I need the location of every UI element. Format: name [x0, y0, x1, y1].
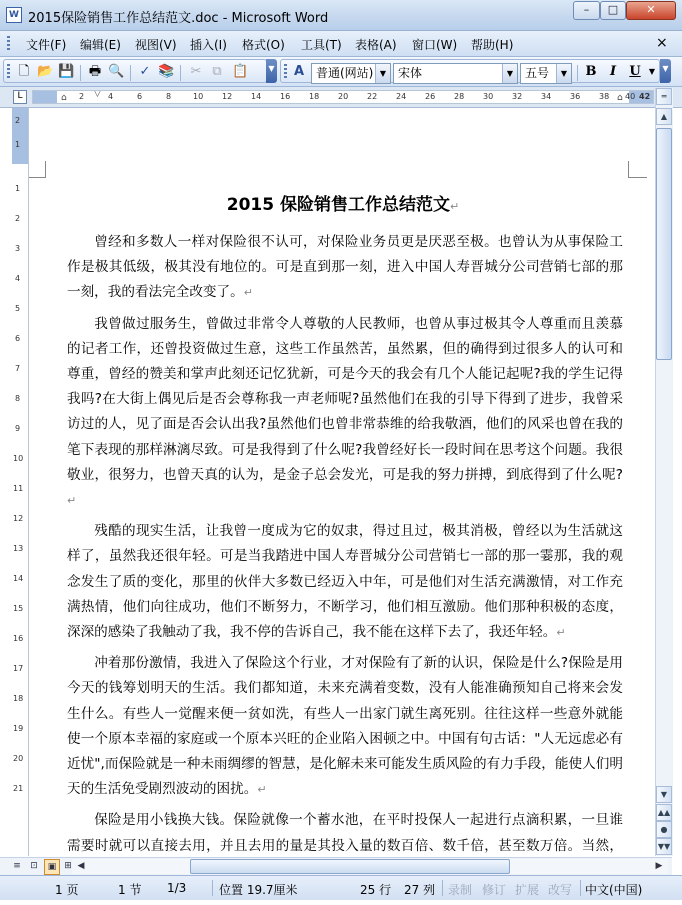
- toolbar-separator: [180, 65, 181, 81]
- document-title-text: 2015 保险销售工作总结范文: [226, 195, 450, 215]
- status-track-changes[interactable]: 修订: [482, 883, 507, 897]
- toolbar-separator: [130, 65, 131, 81]
- menu-edit[interactable]: 编辑(E): [80, 38, 121, 52]
- status-section[interactable]: 1 节: [118, 883, 142, 897]
- bold-button[interactable]: B: [585, 64, 597, 79]
- menu-file[interactable]: 文件(F): [26, 38, 67, 52]
- menu-window[interactable]: 窗口(W): [412, 38, 458, 52]
- ruler-tick: 6: [137, 92, 143, 101]
- ruler-tick: 12: [222, 92, 233, 101]
- paragraph[interactable]: [67, 651, 623, 802]
- ruler-tick: 5: [15, 304, 21, 313]
- document-title[interactable]: [33, 190, 653, 215]
- ruler-tick: 18: [13, 694, 24, 703]
- select-browse-object-icon[interactable]: ●: [656, 821, 672, 838]
- research-icon[interactable]: 📚: [158, 64, 175, 79]
- status-line[interactable]: 25 行: [360, 883, 392, 897]
- toolbar-grip-handle[interactable]: [284, 64, 287, 78]
- menu-bar: [0, 31, 682, 57]
- spelling-check-icon[interactable]: ✓: [139, 64, 151, 79]
- ruler-tick: 2: [15, 116, 21, 125]
- paste-icon[interactable]: 📋: [232, 64, 249, 79]
- ruler-tick: 32: [512, 92, 523, 101]
- ruler-tick: 7: [15, 364, 21, 373]
- ruler-tick: 18: [309, 92, 320, 101]
- italic-button[interactable]: I: [609, 64, 617, 79]
- first-line-indent-marker-icon[interactable]: ▽: [94, 90, 101, 99]
- status-record-macro[interactable]: 录制: [448, 883, 473, 897]
- left-margin-area: [33, 91, 57, 104]
- split-handle-icon[interactable]: ═: [656, 88, 672, 105]
- ruler-tick: 8: [166, 92, 172, 101]
- ruler-tick: 34: [541, 92, 552, 101]
- ruler-tick: 10: [193, 92, 204, 101]
- status-language[interactable]: 中文(中国): [585, 883, 643, 897]
- font-select-value: 宋体: [398, 66, 423, 80]
- paragraph-text: 曾经和多数人一样对保险很不认可，对保险业务员更是厌恶至极。也曾认为从事保险工作是极其低级，极其没有地位的。可是直到那一刻，进入中国人寿晋城分公司营销七部的那一刻，我的看法完全改变了。: [67, 234, 623, 301]
- ruler-tick: 16: [280, 92, 291, 101]
- ruler-tick: 17: [13, 664, 24, 673]
- ruler-tick: 19: [13, 724, 24, 733]
- ruler-tick: 14: [251, 92, 262, 101]
- status-overtype[interactable]: 改写: [548, 883, 573, 897]
- status-bar: [0, 875, 682, 900]
- ruler-tick: 1: [15, 184, 21, 193]
- paragraph[interactable]: [67, 230, 623, 306]
- style-select[interactable]: [311, 63, 391, 84]
- print-icon[interactable]: 🖶: [88, 64, 102, 79]
- document-area[interactable]: [29, 108, 655, 856]
- next-page-icon[interactable]: ▼▼: [656, 838, 672, 855]
- vertical-ruler[interactable]: [12, 108, 29, 856]
- ruler-tick: 21: [13, 784, 24, 793]
- minimize-button[interactable]: –: [573, 1, 600, 20]
- styles-and-formatting-icon[interactable]: A: [293, 64, 305, 79]
- toolbar-grip-handle[interactable]: [7, 64, 10, 78]
- chevron-down-icon[interactable]: ▼: [375, 64, 390, 83]
- crop-mark: [628, 161, 647, 178]
- ruler-tick: 40: [625, 92, 636, 101]
- close-document-button[interactable]: ×: [656, 35, 668, 51]
- print-layout-view-icon[interactable]: ▣: [44, 859, 60, 875]
- ruler-tick: 10: [13, 454, 24, 463]
- window-title: 2015保险销售工作总结范文.doc - Microsoft Word: [28, 11, 329, 26]
- chevron-down-icon[interactable]: ▼: [502, 64, 517, 83]
- ruler-tick: 28: [454, 92, 465, 101]
- open-folder-icon[interactable]: 📂: [37, 64, 54, 79]
- menu-table[interactable]: 表格(A): [355, 38, 397, 52]
- ruler-tick: 30: [483, 92, 494, 101]
- status-separator: [442, 880, 443, 896]
- vertical-scroll-thumb[interactable]: [656, 128, 672, 360]
- toolbar-options-chevron-icon[interactable]: ▼: [266, 59, 277, 83]
- ruler-bar: [0, 87, 682, 108]
- toolbar: [0, 57, 682, 87]
- status-column[interactable]: 27 列: [404, 883, 436, 897]
- paragraph-text: 我曾做过服务生，曾做过非常令人尊敬的人民教师，也曾从事过极其令人尊重而且羡慕的记者工作，还曾投资做过生意，这些工作虽然苦，虽然累，但的确得到过很多人的认可和尊重，曾经的赞美和掌声此刻还记忆犹新，可是今天的我会有几个人能记起呢?我的学生记得我吗?在大街上偶见后是否会尊称我一声老师呢?虽然他们在我的引导下得到了进步，我曾采访过的人，见了面是否会认出我?虽然他们也曾非常恭维的给我敬酒，他们的风采也曾在我的笔下表现的那样淋漓尽致。可是我得到了什么呢?我曾经好长一段时间在思考这个问题。我很敬业，很努力，也曾天真的认为，是金子总会发光，可是我的努力拼搏，到底得到了什么呢?: [67, 315, 623, 483]
- ruler-tick: 26: [425, 92, 436, 101]
- previous-page-icon[interactable]: ▲▲: [656, 804, 672, 821]
- paragraph-mark-icon: ↵: [243, 286, 253, 300]
- status-page-of[interactable]: 1/3: [167, 881, 187, 895]
- cut-icon[interactable]: ✂: [190, 64, 202, 79]
- ruler-tick: 24: [396, 92, 407, 101]
- ruler-tick: 12: [13, 514, 24, 523]
- paragraph-text: 冲着那份激情，我进入了保险这个行业，才对保险有了新的认识，保险是什么?保险是用今天的钱筹划明天的生活。我们都知道，未来充满着变数，没有人能准确预知自己将来会发生什么。有些人一觉醒来便一贫如洗，有些人一出家门就生离死别。往往这样一些意外就能使一个原本幸福的家庭或一个原本兴旺的企业陷入困顿之中。中国有句古话："人无远虑必有近忧",而保险就是一种未雨绸缪的智慧，是化解未来可能发生质风险的有力手段，能使人们明天的生活免受剧烈波动的困扰。: [67, 655, 623, 798]
- menu-insert[interactable]: 插入(I): [190, 38, 227, 52]
- ruler-tick: 42: [639, 92, 651, 101]
- ruler-tick: 8: [15, 394, 21, 403]
- standard-toolbar: [3, 59, 267, 83]
- ruler-tick: 2: [15, 214, 21, 223]
- ruler-tick: 4: [15, 274, 21, 283]
- menu-grip-handle[interactable]: [7, 36, 10, 52]
- new-document-icon[interactable]: 🗋: [18, 64, 30, 79]
- toolbar-options-chevron-icon[interactable]: ▼: [660, 59, 671, 83]
- print-preview-icon[interactable]: 🔍: [108, 64, 125, 79]
- crop-mark: [29, 161, 46, 178]
- scroll-left-arrow-icon[interactable]: ◀: [77, 861, 85, 871]
- paragraph-mark-icon: ↵: [257, 783, 267, 797]
- ruler-tick: 9: [15, 424, 21, 433]
- ruler-tick: 38: [599, 92, 610, 101]
- title-bar: [0, 0, 682, 31]
- status-position[interactable]: 位置 19.7厘米: [219, 883, 298, 897]
- paragraph[interactable]: [67, 519, 623, 645]
- ruler-tick: 22: [367, 92, 378, 101]
- chevron-down-icon[interactable]: ▼: [648, 67, 656, 76]
- ruler-tick: 1: [15, 140, 21, 149]
- scroll-up-arrow-icon[interactable]: ▲: [656, 108, 672, 125]
- menu-tools[interactable]: 工具(T): [301, 38, 342, 52]
- word-doc-icon[interactable]: W: [6, 7, 22, 23]
- close-window-button[interactable]: ✕: [626, 1, 676, 20]
- horizontal-ruler[interactable]: [32, 90, 654, 104]
- horizontal-scrollbar[interactable]: [72, 859, 668, 874]
- font-size-value: 五号: [525, 66, 550, 80]
- document-body[interactable]: [67, 230, 623, 856]
- formatting-toolbar: [280, 59, 660, 83]
- tab-selector-button[interactable]: L: [13, 90, 27, 104]
- toolbar-separator: [80, 65, 81, 81]
- web-layout-view-icon[interactable]: ⊡: [30, 861, 38, 871]
- normal-view-icon[interactable]: ≡: [13, 861, 21, 871]
- scroll-down-arrow-icon[interactable]: ▼: [656, 786, 672, 803]
- ruler-tick: 36: [570, 92, 581, 101]
- ruler-tick: 20: [338, 92, 349, 101]
- underline-button[interactable]: U: [629, 64, 641, 79]
- scroll-right-arrow-icon[interactable]: ▶: [655, 861, 663, 871]
- paragraph[interactable]: [67, 808, 623, 856]
- status-page[interactable]: 1 页: [55, 883, 79, 897]
- ruler-tick: 4: [108, 92, 114, 101]
- menu-view[interactable]: 视图(V): [135, 38, 177, 52]
- chevron-down-icon[interactable]: ▼: [556, 64, 571, 83]
- paragraph-text: 保险是用小钱换大钱。保险就像一个蓄水池，在平时投保人一起进行点滴积累，一旦谁需要时就可以直接去用，并且去用的量是其投入量的数百倍、数千倍，甚至数万倍。当然，: [67, 812, 623, 854]
- ruler-tick: 3: [15, 244, 21, 253]
- ruler-tick: 6: [15, 334, 21, 343]
- reading-layout-view-icon[interactable]: ⊞: [64, 861, 72, 871]
- paragraph-text: 残酷的现实生活，让我曾一度成为它的奴隶，得过且过，极其消极，曾经以为生活就这样了，虽然我还很年轻。可是当我踏进中国人寿晋城分公司营销七一部的那一霎那，我的观念发生了质的变化，那里的伙伴大多数已经迈入中年，可是他们对生活充满激情，对工作充满热情，他们向往成功，他们不断努力，不断学习，他们相互激励。他们那种积极的态度，深深的感染了我触动了我，我不停的告诉自己，我不能在这样下去了，我还年轻。: [67, 523, 623, 641]
- ruler-tick: 15: [13, 604, 24, 613]
- status-separator: [212, 880, 213, 896]
- font-size-select[interactable]: [520, 63, 572, 84]
- ruler-tick: 14: [13, 574, 24, 583]
- paragraph-mark-icon: ↵: [450, 200, 460, 213]
- status-extend-selection[interactable]: 扩展: [515, 883, 540, 897]
- menu-format[interactable]: 格式(O): [242, 38, 285, 52]
- ruler-tick: 13: [13, 544, 24, 553]
- paragraph-mark-icon: ↵: [67, 494, 77, 508]
- horizontal-scroll-thumb[interactable]: [190, 859, 510, 874]
- document-page[interactable]: [33, 108, 653, 856]
- ruler-tick: 16: [13, 634, 24, 643]
- save-icon[interactable]: 💾: [58, 64, 75, 79]
- paragraph[interactable]: [67, 312, 623, 514]
- hanging-indent-marker-icon[interactable]: ⌂: [61, 93, 67, 103]
- right-indent-marker-icon[interactable]: ⌂: [617, 93, 623, 103]
- toolbar-separator: [577, 65, 578, 81]
- ruler-tick: 20: [13, 754, 24, 763]
- ruler-tick: 2: [79, 92, 85, 101]
- status-separator: [580, 880, 581, 896]
- menu-help[interactable]: 帮助(H): [471, 38, 514, 52]
- maximize-button[interactable]: □: [600, 1, 626, 20]
- vertical-scrollbar[interactable]: [655, 88, 673, 856]
- font-select[interactable]: [393, 63, 518, 84]
- view-and-scroll-bar: [0, 857, 672, 875]
- ruler-tick: 11: [13, 484, 24, 493]
- copy-icon[interactable]: ⧉: [212, 64, 222, 79]
- paragraph-mark-icon: ↵: [556, 626, 566, 640]
- style-select-value: 普通(网站): [316, 66, 374, 80]
